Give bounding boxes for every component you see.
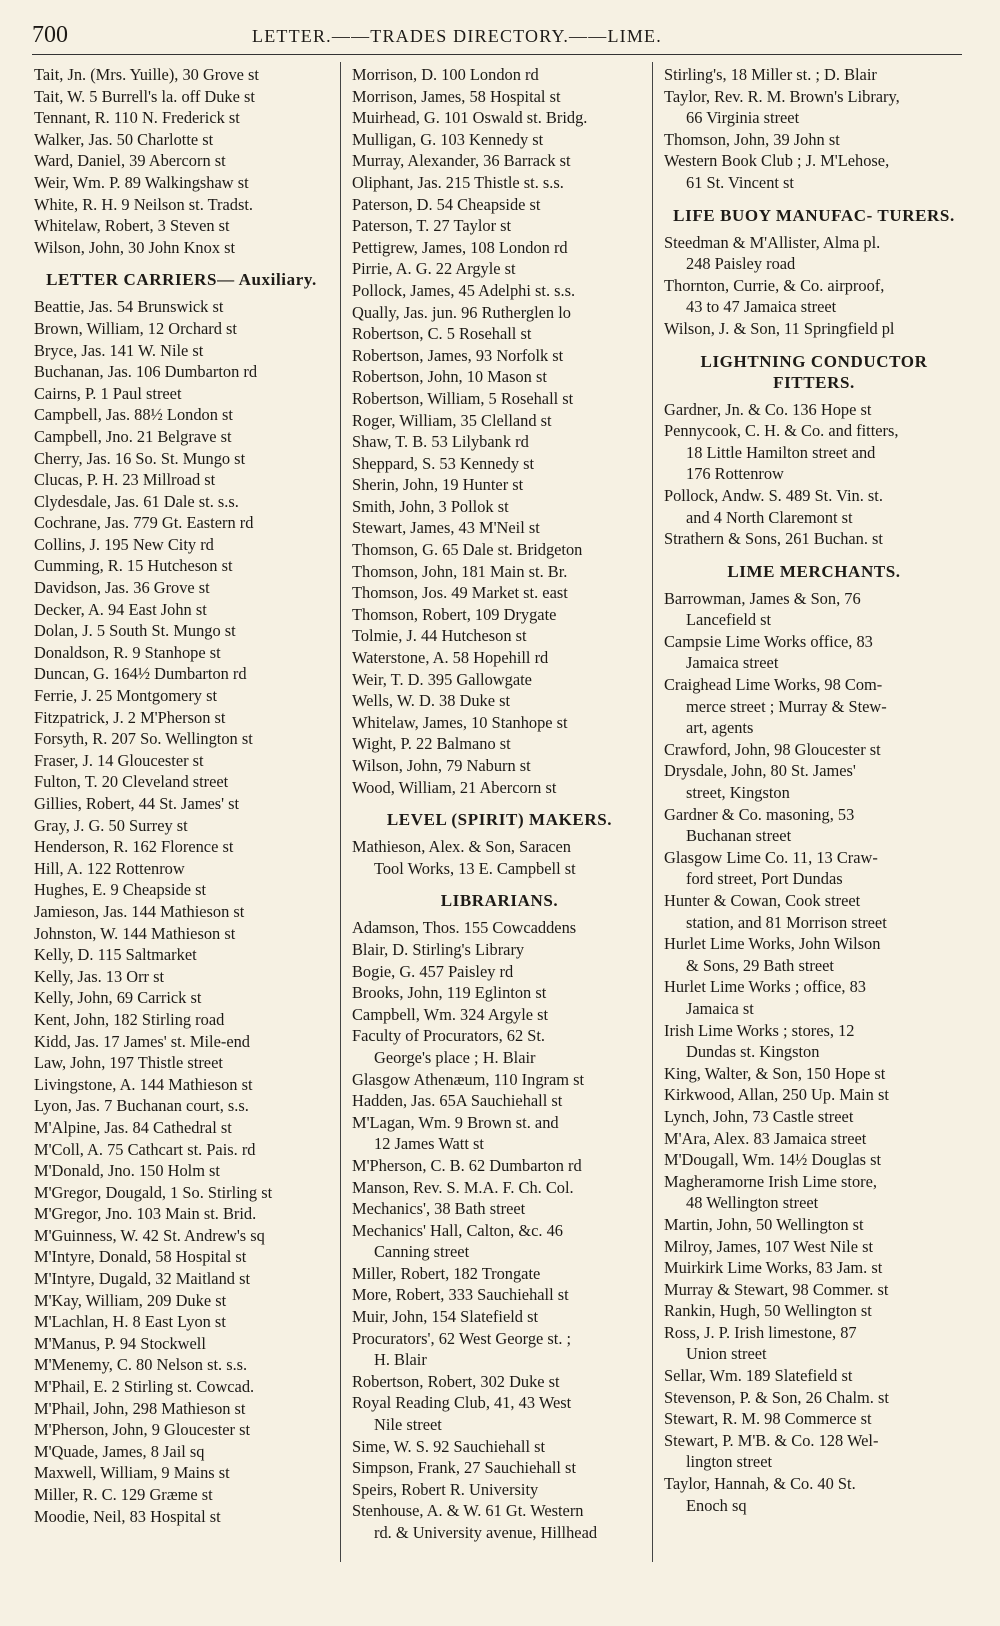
directory-entry: M'Donald, Jno. 150 Holm st	[34, 1161, 220, 1181]
directory-entry: Stewart, James, 43 M'Neil st	[352, 518, 540, 538]
entry-continuation: H. Blair	[374, 1350, 427, 1370]
section-heading: LEVEL (SPIRIT) MAKERS.	[386, 810, 613, 830]
directory-entry: Oliphant, Jas. 215 Thistle st. s.s.	[352, 172, 564, 192]
entry-continuation: art, agents	[686, 718, 754, 738]
column-2	[352, 64, 647, 1544]
directory-entry: M'Gregor, Dougald, 1 So. Stirling st	[34, 1182, 273, 1202]
directory-entry: Cochrane, Jas. 779 Gt. Eastern rd	[34, 513, 254, 533]
directory-entry: Fulton, T. 20 Cleveland street	[34, 772, 229, 792]
directory-entry: Speirs, Robert R. University	[352, 1479, 539, 1499]
directory-entry: Simpson, Frank, 27 Sauchiehall st	[352, 1458, 576, 1478]
directory-entry: Thomson, John, 39 John st	[664, 129, 840, 149]
directory-entry: Kelly, D. 115 Saltmarket	[34, 945, 197, 965]
directory-entry: Magheramorne Irish Lime store,	[664, 1171, 878, 1191]
directory-entry: Miller, Robert, 182 Trongate	[352, 1263, 541, 1283]
directory-entry: Jamieson, Jas. 144 Mathieson st	[34, 901, 245, 921]
directory-entry: Wilson, John, 30 John Knox st	[34, 237, 236, 257]
entry-continuation: 12 James Watt st	[374, 1134, 484, 1154]
directory-entry: Muir, John, 154 Slatefield st	[352, 1307, 539, 1327]
entry-continuation: Dundas st. Kingston	[686, 1042, 820, 1062]
directory-entry: Donaldson, R. 9 Stanhope st	[34, 642, 221, 662]
directory-entry: Thomson, Jos. 49 Market st. east	[352, 583, 568, 603]
directory-entry: Wood, William, 21 Abercorn st	[352, 777, 557, 797]
entry-continuation: merce street ; Murray & Stew-	[686, 696, 887, 716]
directory-entry: M'Phail, John, 298 Mathieson st	[34, 1398, 246, 1418]
section-heading: LETTER CARRIERS— Auxiliary.	[46, 270, 317, 290]
directory-entry: Roger, William, 35 Clelland st	[352, 410, 552, 430]
directory-entry: Morrison, D. 100 London rd	[352, 65, 539, 84]
directory-entry: Weir, T. D. 395 Gallowgate	[352, 669, 532, 689]
entry-continuation: lington street	[686, 1452, 773, 1472]
directory-entry: M'Kay, William, 209 Duke st	[34, 1290, 227, 1310]
directory-entry: Hurlet Lime Works ; office, 83	[664, 977, 867, 997]
directory-entry: Brown, William, 12 Orchard st	[34, 318, 237, 338]
section-heading: LIFE BUOY MANUFAC- TURERS.	[673, 205, 955, 225]
page-header	[32, 20, 962, 52]
directory-entry: Whitelaw, Robert, 3 Steven st	[34, 216, 230, 236]
directory-entry: M'Intyre, Dugald, 32 Maitland st	[34, 1269, 250, 1289]
directory-entry: Duncan, G. 164½ Dumbarton rd	[34, 664, 247, 684]
directory-entry: Smith, John, 3 Pollok st	[352, 496, 509, 516]
directory-entry: M'Menemy, C. 80 Nelson st. s.s.	[34, 1355, 248, 1375]
directory-entry: Taylor, Hannah, & Co. 40 St.	[664, 1474, 856, 1494]
entry-continuation: Union street	[686, 1344, 767, 1364]
entry-continuation: 18 Little Hamilton street and	[686, 442, 876, 462]
directory-entry: Pennycook, C. H. & Co. and fitters,	[664, 421, 899, 441]
directory-entry: Murray & Stewart, 98 Commer. st	[664, 1279, 889, 1299]
entry-continuation: 66 Virginia street	[686, 108, 800, 128]
directory-entry: Barrowman, James & Son, 76	[664, 588, 861, 608]
directory-entry: Wilson, J. & Son, 11 Springfield pl	[664, 318, 895, 338]
directory-entry: Davidson, Jas. 36 Grove st	[34, 578, 210, 598]
directory-entry: Sheppard, S. 53 Kennedy st	[352, 453, 535, 473]
directory-entry: Miller, R. C. 129 Græme st	[34, 1485, 213, 1504]
directory-entry: Stewart, R. M. 98 Commerce st	[664, 1409, 872, 1429]
directory-entry: Thomson, Robert, 109 Drygate	[352, 604, 557, 624]
directory-entry: Strathern & Sons, 261 Buchan. st	[664, 529, 883, 549]
directory-entry: Robertson, Robert, 302 Duke st	[352, 1371, 560, 1391]
directory-entry: Shaw, T. B. 53 Lilybank rd	[352, 432, 529, 452]
directory-entry: Sellar, Wm. 189 Slatefield st	[664, 1366, 853, 1386]
directory-entry: Morrison, James, 58 Hospital st	[352, 86, 561, 106]
directory-entry: Glasgow Athenæum, 110 Ingram st	[352, 1069, 585, 1089]
directory-entry: Gray, J. G. 50 Surrey st	[34, 815, 188, 835]
directory-entry: Maxwell, William, 9 Mains st	[34, 1463, 230, 1483]
directory-entry: Pettigrew, James, 108 London rd	[352, 237, 568, 257]
directory-entry: Manson, Rev. S. M.A. F. Ch. Col.	[352, 1177, 574, 1197]
directory-entry: Pollock, Andw. S. 489 St. Vin. st.	[664, 485, 883, 505]
directory-entry: Campsie Lime Works office, 83	[664, 631, 873, 651]
directory-entry: M'Quade, James, 8 Jail sq	[34, 1441, 205, 1461]
entry-continuation: Jamaica st	[686, 998, 754, 1018]
directory-entry: Fraser, J. 14 Gloucester st	[34, 750, 204, 770]
directory-entry: M'Intyre, Donald, 58 Hospital st	[34, 1247, 247, 1267]
directory-entry: Collins, J. 195 New City rd	[34, 534, 214, 554]
entry-continuation: ford street, Port Dundas	[686, 869, 843, 889]
directory-entry: Tait, W. 5 Burrell's la. off Duke st	[34, 86, 255, 106]
entry-continuation: Nile street	[374, 1415, 442, 1435]
directory-entry: Mathieson, Alex. & Son, Saracen	[352, 837, 571, 857]
directory-entry: Faculty of Procurators, 62 St.	[352, 1026, 546, 1046]
directory-entry: Ross, J. P. Irish limestone, 87	[664, 1322, 857, 1342]
directory-entry: Wells, W. D. 38 Duke st	[352, 691, 511, 711]
directory-entry: Taylor, Rev. R. M. Brown's Library,	[664, 86, 900, 106]
directory-entry: Walker, Jas. 50 Charlotte st	[34, 129, 214, 149]
column-3	[664, 64, 964, 1516]
directory-entry: Hill, A. 122 Rottenrow	[34, 858, 185, 878]
directory-entry: Paterson, D. 54 Cheapside st	[352, 194, 541, 214]
directory-entry: Thomson, John, 181 Main st. Br.	[352, 561, 568, 581]
directory-entry: Cairns, P. 1 Paul street	[34, 383, 182, 403]
entry-continuation: George's place ; H. Blair	[374, 1047, 536, 1067]
directory-entry: Johnston, W. 144 Mathieson st	[34, 923, 236, 943]
directory-entry: Gillies, Robert, 44 St. James' st	[34, 794, 240, 813]
directory-entry: Buchanan, Jas. 106 Dumbarton rd	[34, 362, 258, 382]
directory-entry: M'Ara, Alex. 83 Jamaica street	[664, 1128, 867, 1148]
directory-entry: Drysdale, John, 80 St. James'	[664, 761, 856, 781]
directory-entry: Tait, Jn. (Mrs. Yuille), 30 Grove st	[34, 65, 259, 84]
entry-continuation: Canning street	[374, 1242, 470, 1262]
entry-continuation: 61 St. Vincent st	[686, 172, 794, 192]
directory-entry: Henderson, R. 162 Florence st	[34, 837, 234, 857]
directory-entry: Pirrie, A. G. 22 Argyle st	[352, 259, 516, 279]
entry-continuation: Tool Works, 13 E. Campbell st	[374, 858, 576, 878]
directory-entry: Ferrie, J. 25 Montgomery st	[34, 686, 218, 706]
directory-entry: M'Pherson, John, 9 Gloucester st	[34, 1420, 251, 1440]
entry-continuation: & Sons, 29 Bath street	[686, 955, 834, 975]
column-1	[34, 64, 329, 1527]
directory-entry: Hadden, Jas. 65A Sauchiehall st	[352, 1091, 563, 1111]
section-heading: LIBRARIANS.	[440, 891, 559, 911]
directory-entry: Kelly, Jas. 13 Orr st	[34, 966, 165, 986]
directory-entry: Hughes, E. 9 Cheapside st	[34, 880, 207, 900]
directory-entry: Moodie, Neil, 83 Hospital st	[34, 1506, 221, 1526]
directory-entry: Lyon, Jas. 7 Buchanan court, s.s.	[34, 1096, 249, 1116]
directory-entry: Steedman & M'Allister, Alma pl.	[664, 232, 881, 252]
directory-entry: M'Phail, E. 2 Stirling st. Cowcad.	[34, 1377, 255, 1397]
directory-entry: Weir, Wm. P. 89 Walkingshaw st	[34, 172, 249, 192]
directory-entry: Thornton, Currie, & Co. airproof,	[664, 275, 885, 295]
directory-entry: Milroy, James, 107 West Nile st	[664, 1236, 874, 1256]
directory-entry: Cumming, R. 15 Hutcheson st	[34, 556, 233, 576]
directory-entry: Thomson, G. 65 Dale st. Bridgeton	[352, 540, 583, 560]
directory-entry: M'Manus, P. 94 Stockwell	[34, 1333, 206, 1353]
directory-entry: M'Lachlan, H. 8 East Lyon st	[34, 1312, 226, 1332]
entry-continuation: 176 Rottenrow	[686, 464, 784, 484]
directory-entry: Decker, A. 94 East John st	[34, 599, 207, 619]
directory-entry: Glasgow Lime Co. 11, 13 Craw-	[664, 847, 878, 867]
directory-entry: Rankin, Hugh, 50 Wellington st	[664, 1301, 872, 1321]
directory-entry: Kirkwood, Allan, 250 Up. Main st	[664, 1085, 889, 1105]
directory-entry: Muirkirk Lime Works, 83 Jam. st	[664, 1258, 883, 1278]
entry-continuation: 248 Paisley road	[686, 254, 796, 274]
directory-entry: Mulligan, G. 103 Kennedy st	[352, 129, 544, 149]
entry-continuation: station, and 81 Morrison street	[686, 912, 887, 932]
directory-entry: Stirling's, 18 Miller st. ; D. Blair	[664, 65, 877, 84]
directory-entry: Sime, W. S. 92 Sauchiehall st	[352, 1436, 546, 1456]
directory-entry: Forsyth, R. 207 So. Wellington st	[34, 729, 253, 749]
directory-entry: Robertson, John, 10 Mason st	[352, 367, 547, 387]
directory-entry: M'Gregor, Jno. 103 Main st. Brid.	[34, 1204, 257, 1224]
directory-entry: Hurlet Lime Works, John Wilson	[664, 934, 881, 954]
column-divider	[340, 62, 341, 1562]
entry-continuation: Buchanan street	[686, 826, 792, 846]
directory-entry: Blair, D. Stirling's Library	[352, 939, 525, 959]
directory-entry: Kelly, John, 69 Carrick st	[34, 988, 202, 1008]
directory-entry: Stenhouse, A. & W. 61 Gt. Western	[352, 1501, 584, 1521]
directory-entry: Clydesdale, Jas. 61 Dale st. s.s.	[34, 491, 239, 511]
directory-entry: Martin, John, 50 Wellington st	[664, 1214, 864, 1234]
entry-continuation: Jamaica street	[686, 653, 779, 673]
directory-entry: Waterstone, A. 58 Hopehill rd	[352, 648, 549, 668]
directory-entry: Crawford, John, 98 Gloucester st	[664, 739, 881, 759]
directory-entry: M'Guinness, W. 42 St. Andrew's sq	[34, 1225, 265, 1245]
directory-entry: Campbell, Jno. 21 Belgrave st	[34, 426, 232, 446]
directory-entry: Mechanics' Hall, Calton, &c. 46	[352, 1220, 563, 1240]
directory-entry: Wilson, John, 79 Naburn st	[352, 756, 531, 775]
directory-entry: M'Alpine, Jas. 84 Cathedral st	[34, 1117, 232, 1137]
header-rule	[32, 54, 962, 55]
section-heading: LIGHTNING CONDUCTOR FITTERS.	[700, 351, 928, 392]
directory-entry: M'Dougall, Wm. 14½ Douglas st	[664, 1150, 882, 1170]
directory-entry: Hunter & Cowan, Cook street	[664, 891, 861, 910]
directory-entry: Kidd, Jas. 17 James' st. Mile-end	[34, 1031, 251, 1051]
directory-entry: M'Lagan, Wm. 9 Brown st. and	[352, 1112, 559, 1132]
directory-entry: Wight, P. 22 Balmano st	[352, 734, 511, 754]
directory-entry: Clucas, P. H. 23 Millroad st	[34, 470, 216, 490]
directory-entry: Fitzpatrick, J. 2 M'Pherson st	[34, 707, 226, 727]
directory-entry: Craighead Lime Works, 98 Com-	[664, 675, 883, 695]
entry-continuation: Lancefield st	[686, 610, 772, 630]
directory-entry: Irish Lime Works ; stores, 12	[664, 1020, 855, 1040]
entry-continuation: and 4 North Claremont st	[686, 507, 853, 527]
directory-entry: Murray, Alexander, 36 Barrack st	[352, 151, 571, 171]
directory-entry: Cherry, Jas. 16 So. St. Mungo st	[34, 448, 246, 468]
directory-entry: Pollock, James, 45 Adelphi st. s.s.	[352, 280, 576, 300]
directory-entry: Sherin, John, 19 Hunter st	[352, 475, 524, 495]
page-number: 700	[32, 22, 68, 48]
directory-entry: Robertson, C. 5 Rosehall st	[352, 324, 532, 344]
directory-entry: Stewart, P. M'B. & Co. 128 Wel-	[664, 1430, 879, 1450]
section-heading: LIME MERCHANTS.	[727, 561, 901, 581]
entry-continuation: 48 Wellington street	[686, 1193, 819, 1213]
directory-entry: Campbell, Jas. 88½ London st	[34, 405, 233, 425]
directory-entry: King, Walter, & Son, 150 Hope st	[664, 1063, 886, 1083]
directory-entry: More, Robert, 333 Sauchiehall st	[352, 1285, 569, 1305]
directory-entry: White, R. H. 9 Neilson st. Tradst.	[34, 194, 254, 214]
directory-entry: Royal Reading Club, 41, 43 West	[352, 1393, 572, 1413]
directory-entry: Lynch, John, 73 Castle street	[664, 1106, 854, 1126]
directory-entry: Muirhead, G. 101 Oswald st. Bridg.	[352, 108, 588, 128]
directory-entry: Bryce, Jas. 141 W. Nile st	[34, 340, 204, 360]
directory-entry: Kent, John, 182 Stirling road	[34, 1009, 225, 1029]
entry-continuation: 43 to 47 Jamaica street	[686, 297, 837, 317]
entry-continuation: Enoch sq	[686, 1495, 747, 1515]
directory-entry: Procurators', 62 West George st. ;	[352, 1328, 572, 1348]
directory-entry: Livingstone, A. 144 Mathieson st	[34, 1074, 253, 1094]
directory-entry: Western Book Club ; J. M'Lehose,	[664, 151, 890, 171]
entry-continuation: rd. & University avenue, Hillhead	[374, 1523, 598, 1542]
directory-entry: Stevenson, P. & Son, 26 Chalm. st	[664, 1387, 889, 1407]
directory-entry: Ward, Daniel, 39 Abercorn st	[34, 151, 226, 171]
directory-entry: Law, John, 197 Thistle street	[34, 1053, 223, 1073]
directory-entry: Gardner, Jn. & Co. 136 Hope st	[664, 399, 872, 419]
directory-entry: Dolan, J. 5 South St. Mungo st	[34, 621, 236, 641]
directory-entry: Tolmie, J. 44 Hutcheson st	[352, 626, 527, 646]
column-divider	[652, 62, 653, 1562]
directory-entry: Gardner & Co. masoning, 53	[664, 804, 855, 824]
directory-entry: Bogie, G. 457 Paisley rd	[352, 961, 514, 981]
running-title: LETTER.——TRADES DIRECTORY.——LIME.	[252, 26, 662, 46]
directory-entry: Brooks, John, 119 Eglinton st	[352, 983, 547, 1003]
directory-entry: Paterson, T. 27 Taylor st	[352, 216, 512, 236]
directory-entry: M'Coll, A. 75 Cathcart st. Pais. rd	[34, 1139, 256, 1159]
directory-entry: Adamson, Thos. 155 Cowcaddens	[352, 918, 577, 938]
directory-entry: Mechanics', 38 Bath street	[352, 1199, 526, 1219]
directory-entry: Beattie, Jas. 54 Brunswick st	[34, 297, 224, 317]
directory-entry: Robertson, James, 93 Norfolk st	[352, 345, 564, 365]
directory-entry: Campbell, Wm. 324 Argyle st	[352, 1004, 549, 1024]
directory-entry: Robertson, William, 5 Rosehall st	[352, 388, 574, 408]
directory-entry: Whitelaw, James, 10 Stanhope st	[352, 712, 568, 732]
entry-continuation: street, Kingston	[686, 783, 790, 803]
directory-entry: Qually, Jas. jun. 96 Rutherglen lo	[352, 302, 571, 322]
directory-entry: M'Pherson, C. B. 62 Dumbarton rd	[352, 1155, 582, 1175]
directory-entry: Tennant, R. 110 N. Frederick st	[34, 108, 240, 128]
